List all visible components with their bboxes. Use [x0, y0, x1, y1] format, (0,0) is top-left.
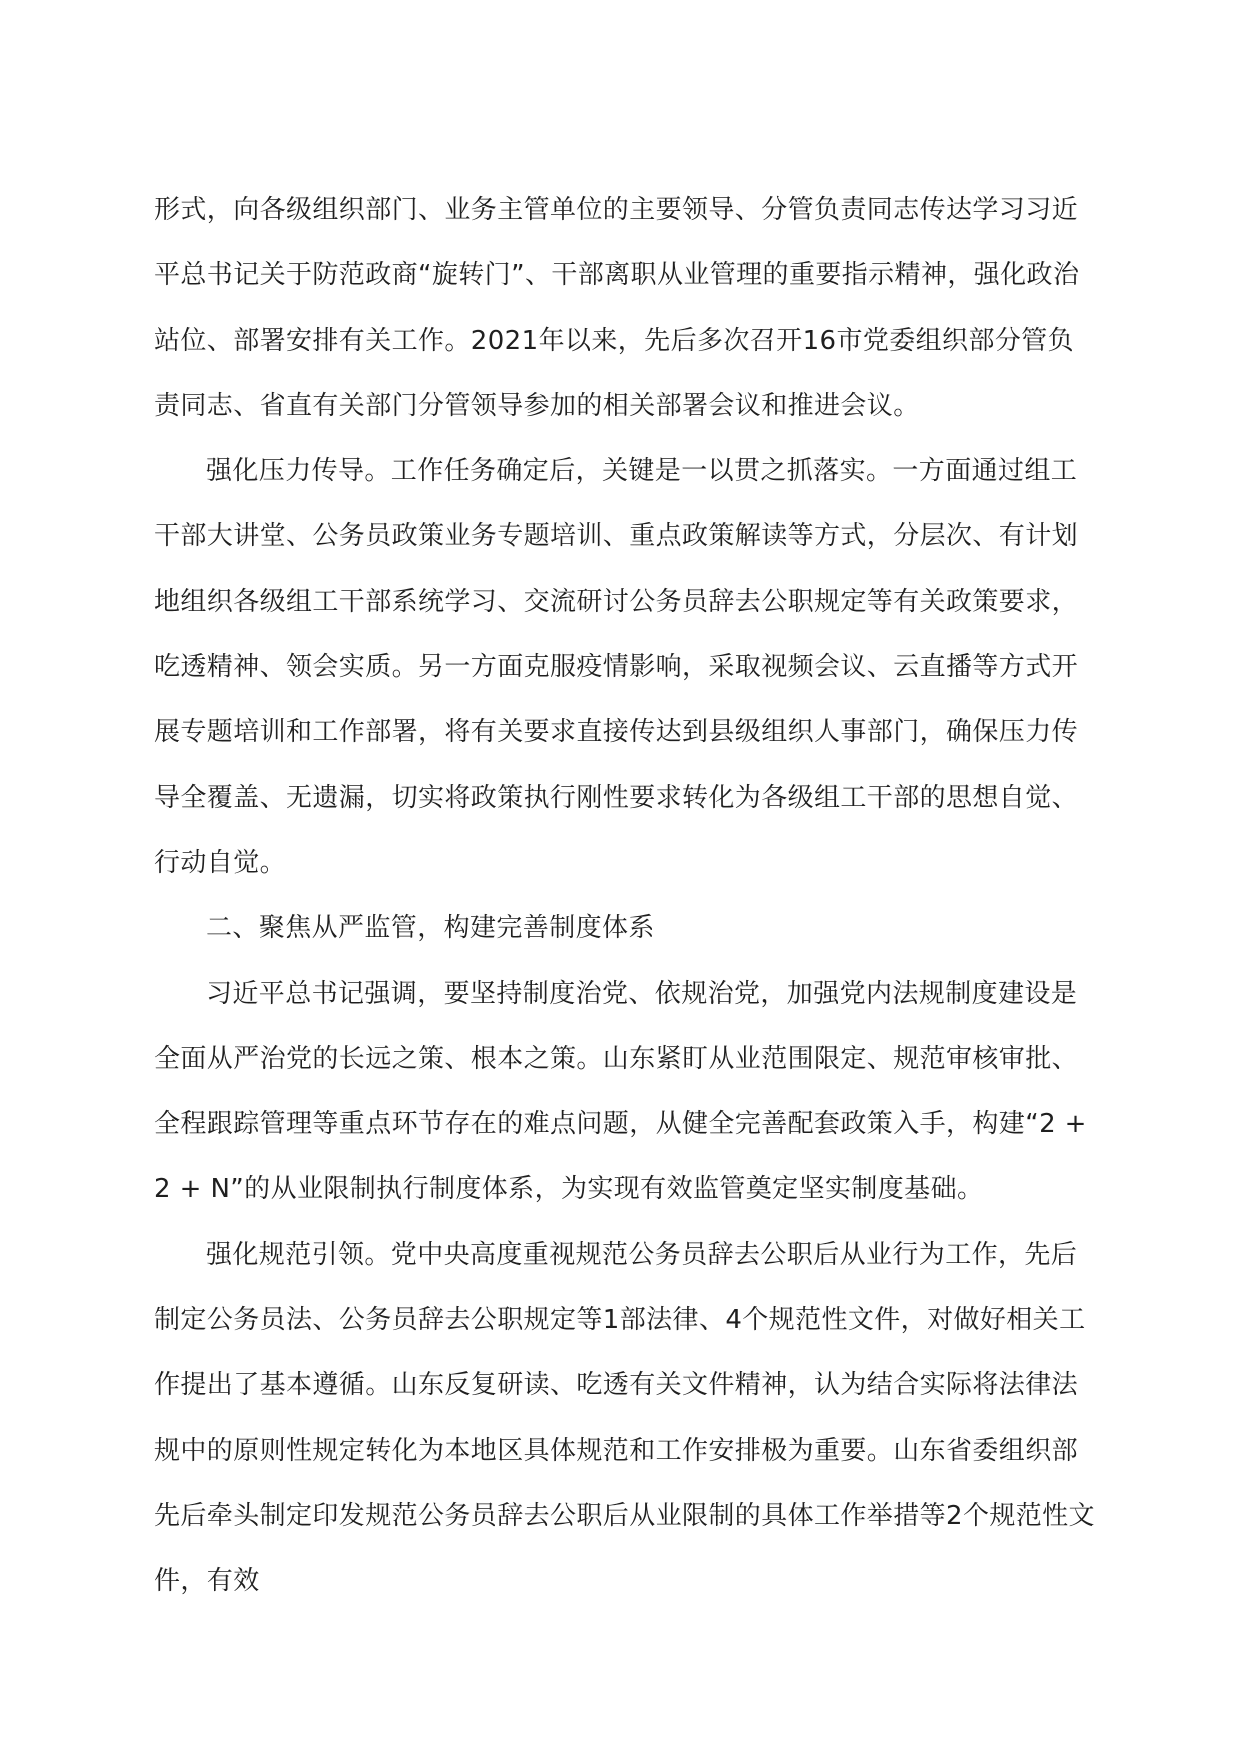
paragraph-normative-guidance: 强化规范引领。党中央高度重视规范公务员辞去公职后从业行为工作，先后制定公务员法、公务员辞去公职规定等1部法律、4个规范性文件，对做好相关工作提出了基本遵循。山东反复研读、吃透有关文件精神，认为结合实际将法律法规中的原则性规定转化为本地区具体规范和工作安排极为重要。山东省委组织部先后牵头制定印发规范公务员辞去公职后从业限制的具体工作举措等2个规范性文件，有效	[154, 1239, 1095, 1597]
paragraph-institution-building: 习近平总书记强调，要坚持制度治党、依规治党，加强党内法规制度建设是全面从严治党的长远之策、根本之策。山东紧盯从业范围限定、规范审核审批、全程跟踪管理等重点环节存在的难点问题，从健全完善配套政策入手，构建“2 + 2 + N”的从业限制执行制度体系，为实现有效监管奠定坚实制度基础。	[154, 978, 1087, 1205]
paragraph-continuation: 形式，向各级组织部门、业务主管单位的主要领导、分管负责同志传达学习习近平总书记关于防范政商“旋转门”、干部离职从业管理的重要指示精神，强化政治站位、部署安排有关工作。2021年以来，先后多次召开16市党委组织部分管负责同志、省直有关部门分管领导参加的相关部署会议和推进会议。	[154, 195, 1080, 421]
document-body	[154, 178, 1096, 1615]
section-heading-two: 二、聚焦从严监管，构建完善制度体系	[206, 913, 655, 944]
paragraph-pressure-transmission: 强化压力传导。工作任务确定后，关键是一以贯之抓落实。一方面通过组工干部大讲堂、公务员政策业务专题培训、重点政策解读等方式，分层次、有计划地组织各级组工干部系统学习、交流研讨公务员辞去公职规定等有关政策要求，吃透精神、领会实质。另一方面克服疫情影响，采取视频会议、云直播等方式开展专题培训和工作部署，将有关要求直接传达到县级组织人事部门，确保压力传导全覆盖、无遗漏，切实将政策执行刚性要求转化为各级组工干部的思想自觉、行动自觉。	[154, 456, 1079, 878]
